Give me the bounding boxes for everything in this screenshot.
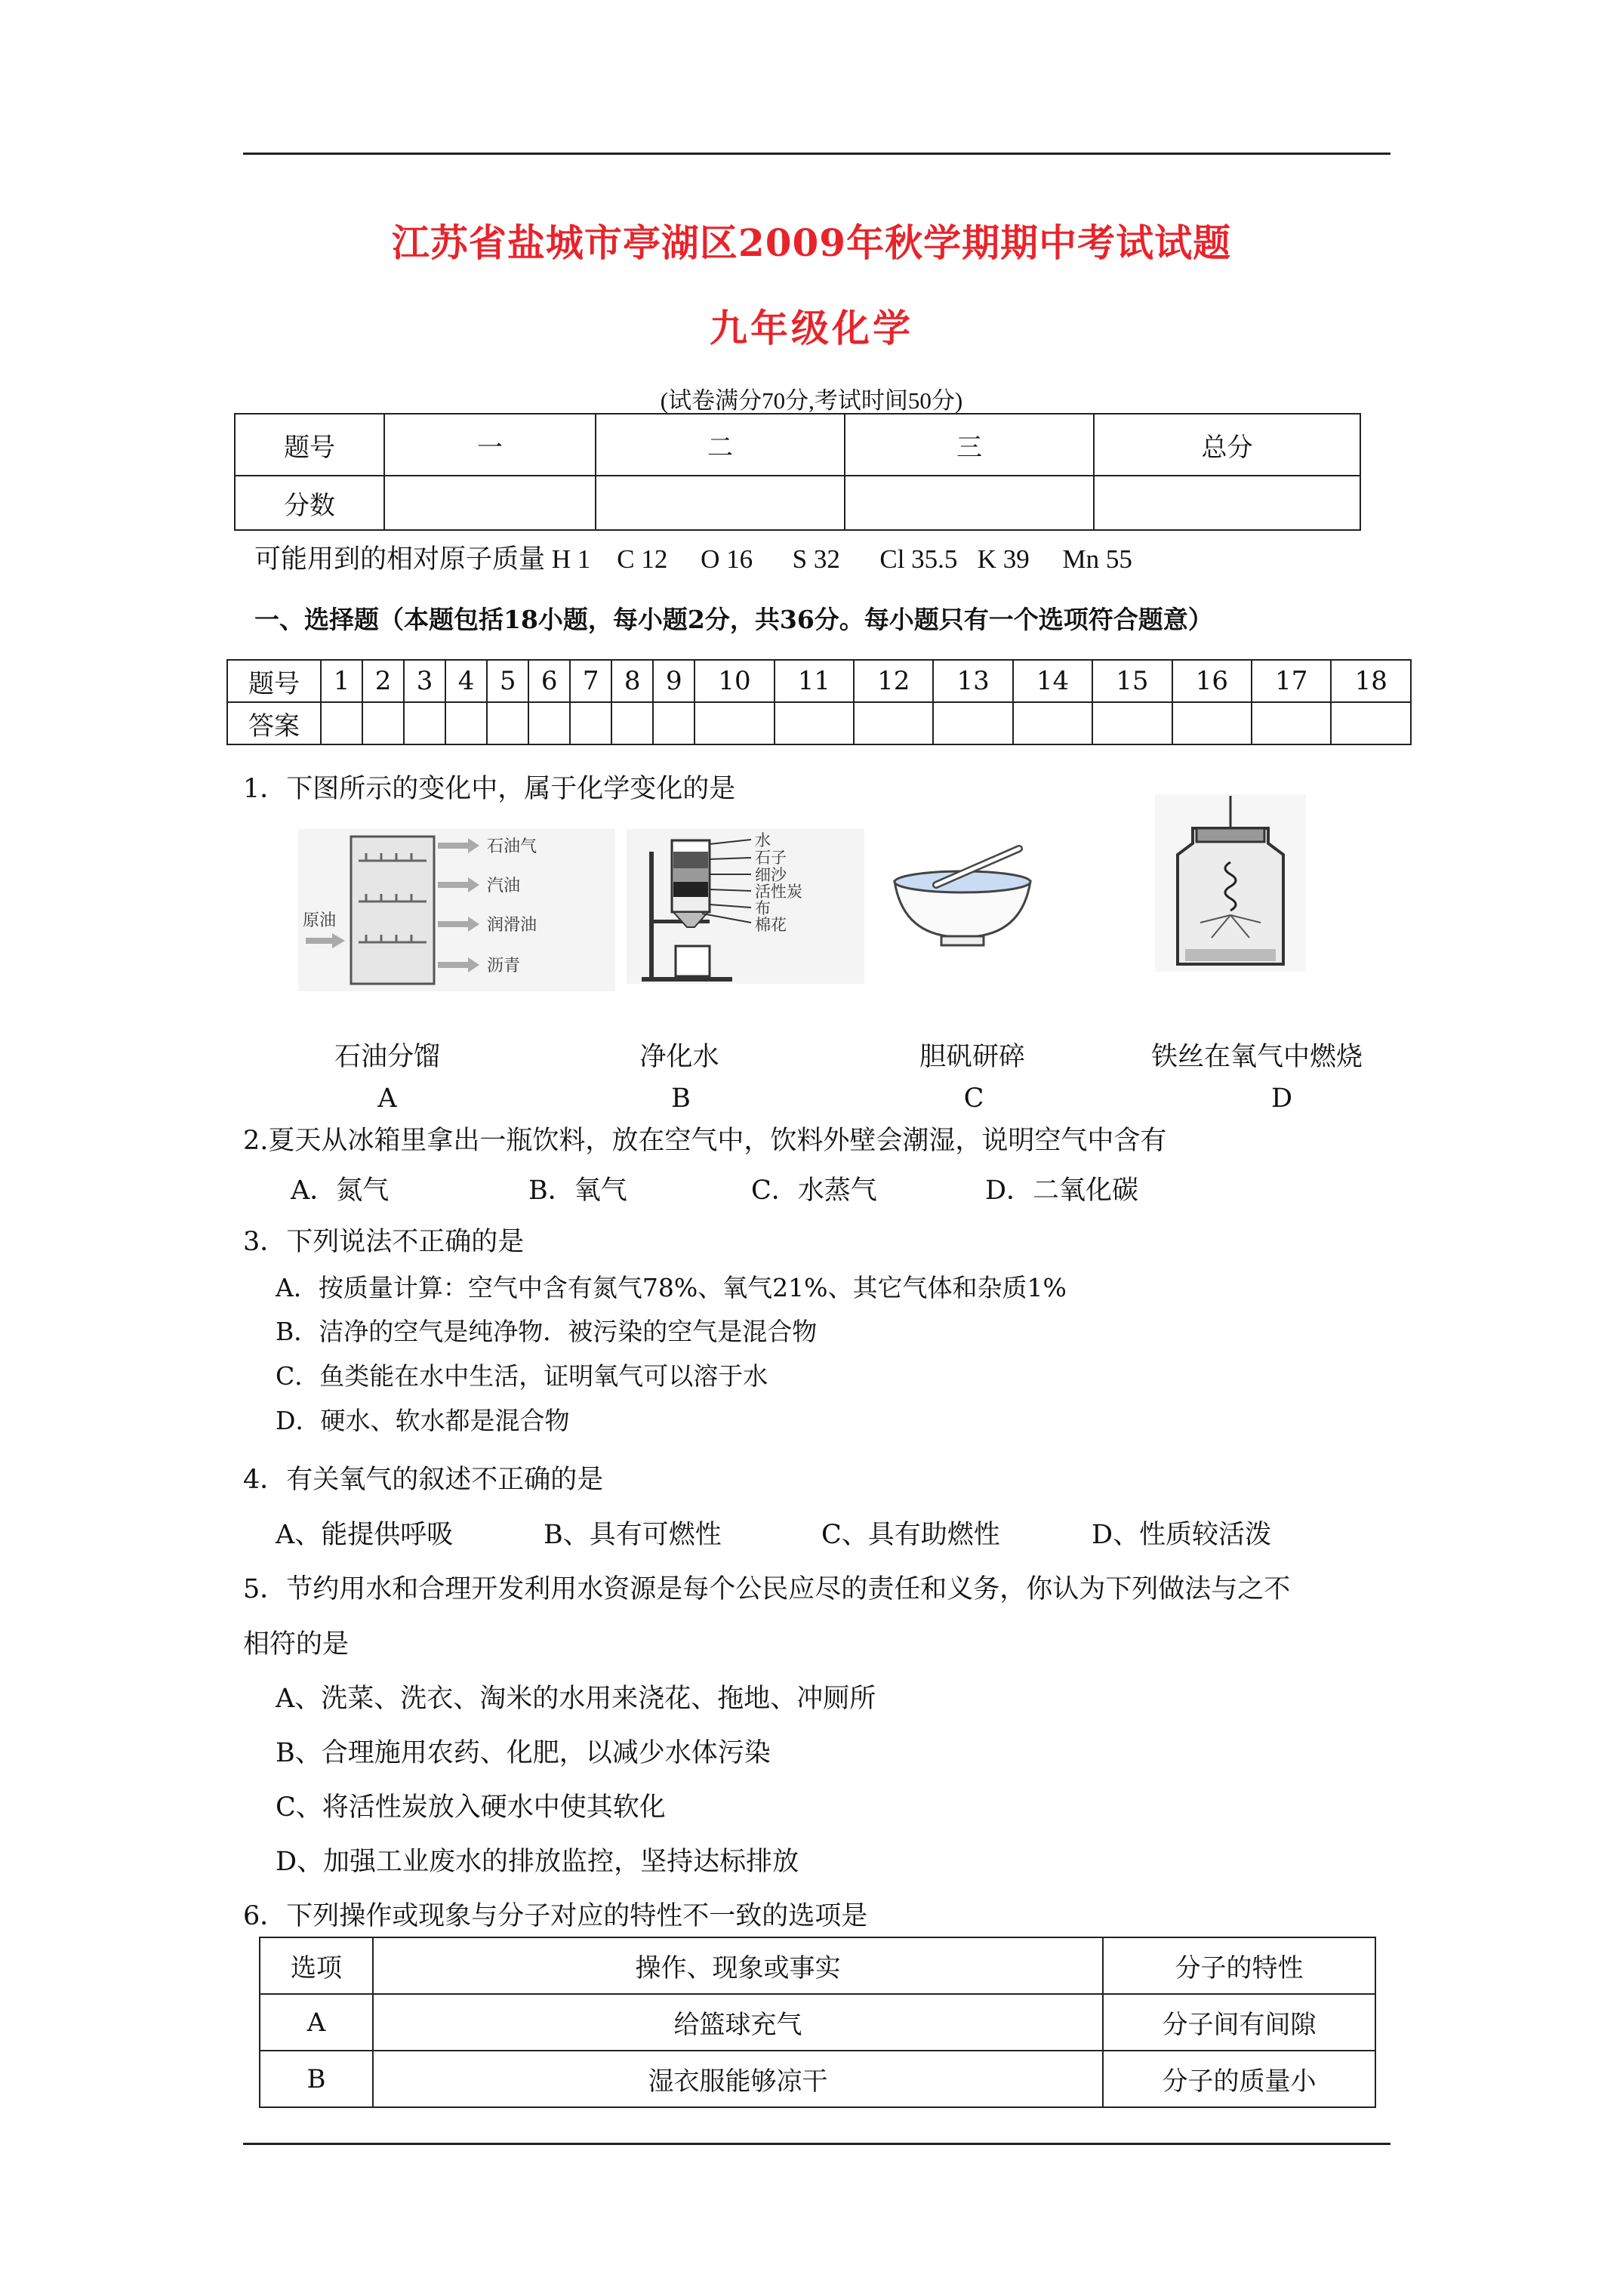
q6-header: 操作、现象或事实: [373, 1937, 1103, 1994]
q2-option-b: B．氧气: [528, 1176, 627, 1206]
answer-input-cell[interactable]: [775, 702, 854, 744]
answer-table-label: 题号: [227, 660, 321, 702]
score-header-cell: 二: [596, 414, 845, 476]
answer-number-cell: 12: [854, 660, 933, 702]
answer-input-cell[interactable]: [933, 702, 1012, 744]
q2-option-d: D．二氧化碳: [985, 1176, 1139, 1206]
answer-input-cell[interactable]: [570, 702, 611, 744]
answer-number-cell: 7: [570, 660, 611, 702]
answer-input-cell[interactable]: [487, 702, 528, 744]
footer-rule: [243, 2143, 1390, 2145]
q2-stem: 2.夏天从冰箱里拿出一瓶饮料，放在空气中，饮料外壁会潮湿，说明空气中含有: [243, 1126, 1167, 1156]
answer-input-cell[interactable]: [1013, 702, 1092, 744]
answer-number-cell: 18: [1331, 660, 1411, 702]
answer-input-cell[interactable]: [1252, 702, 1331, 744]
answer-input-cell[interactable]: [611, 702, 653, 744]
q5-stem-line2: 相符的是: [243, 1629, 350, 1660]
q3-stem: 3．下列说法不正确的是: [243, 1227, 525, 1257]
answer-input-cell[interactable]: [321, 702, 362, 744]
q6-cell: 湿衣服能够凉干: [373, 2051, 1103, 2107]
answer-number-cell: 16: [1172, 660, 1252, 702]
option-letter-b: B: [671, 1083, 691, 1114]
answer-input-cell[interactable]: [445, 702, 487, 744]
q2-option-c: C．水蒸气: [751, 1176, 877, 1206]
fig-b-label-carbon: 活性炭: [755, 883, 802, 901]
exam-subtitle: 九年级化学: [710, 306, 913, 350]
fig-a-label-crude: 原油: [303, 911, 337, 930]
answer-number-cell: 10: [694, 660, 774, 702]
q6-header: 选项: [260, 1937, 373, 1994]
score-header-cell: 总分: [1094, 414, 1360, 476]
answer-number-cell: 3: [404, 660, 445, 702]
answer-input-cell[interactable]: [404, 702, 445, 744]
answer-input-cell[interactable]: [1092, 702, 1172, 744]
q5-stem-line1: 5．节约用水和合理开发利用水资源是每个公民应尽的责任和义务，你认为下列做法与之不: [243, 1574, 1291, 1604]
score-input-cell[interactable]: [596, 476, 845, 530]
atomic-masses: 可能用到的相对原子质量 H 1 C 12 O 16 S 32 Cl 35.5 K 39 Mn 55: [254, 544, 1132, 574]
answer-number-cell: 9: [653, 660, 694, 702]
q4-option-b: B、具有可燃性: [544, 1520, 722, 1550]
answer-number-cell: 1: [321, 660, 362, 702]
fig-b-label-sand: 细沙: [755, 866, 787, 884]
petroleum-distillation-figure: [298, 829, 615, 991]
caption-a: 石油分馏: [334, 1042, 440, 1072]
q6-cell: B: [260, 2051, 373, 2107]
answer-number-cell: 14: [1013, 660, 1092, 702]
answer-input-cell[interactable]: [1331, 702, 1411, 744]
answer-input-cell[interactable]: [653, 702, 694, 744]
q6-cell: 给篮球充气: [373, 1994, 1103, 2051]
q3-option-b: B．洁净的空气是纯净物．被污染的空气是混合物: [276, 1317, 818, 1346]
score-input-cell[interactable]: [1094, 476, 1360, 530]
score-header-cell: 三: [845, 414, 1094, 476]
section-heading: 一、选择题（本题包括18小题，每小题2分，共36分。每小题只有一个选项符合题意）: [254, 605, 1213, 634]
answer-input-cell[interactable]: [1172, 702, 1252, 744]
answer-number-cell: 8: [611, 660, 653, 702]
exam-title: 江苏省盐城市亭湖区2009年秋学期期中考试试题: [391, 220, 1232, 265]
q6-cell: A: [260, 1994, 373, 2051]
q4-option-d: D、性质较活泼: [1092, 1520, 1272, 1550]
score-label-cell: 分数: [235, 476, 384, 530]
answer-number-cell: 5: [487, 660, 528, 702]
q5-option-b: B、合理施用农药、化肥，以减少水体污染: [276, 1738, 771, 1768]
answer-table-label: 答案: [227, 702, 321, 744]
fig-a-label-gasoline: 汽油: [487, 877, 521, 895]
fig-b-label-stones: 石子: [755, 849, 787, 867]
fig-a-label-gas: 石油气: [487, 837, 537, 856]
fig-a-label-asphalt: 沥青: [487, 957, 521, 975]
fig-b-label-cloth: 布: [755, 899, 771, 917]
score-table: [234, 413, 1361, 531]
q5-option-c: C、将活性炭放入硬水中使其软化: [276, 1792, 666, 1823]
fig-b-label-cotton: 棉花: [755, 916, 787, 934]
answer-number-cell: 11: [775, 660, 854, 702]
exam-note: (试卷满分70分,考试时间50分): [660, 387, 963, 414]
option-letter-a: A: [377, 1083, 397, 1114]
fig-a-label-lube: 润滑油: [487, 916, 537, 935]
caption-c: 胆矾研碎: [919, 1042, 1025, 1072]
score-header-cell: 一: [384, 414, 596, 476]
q4-option-c: C、具有助燃性: [821, 1520, 1000, 1550]
answer-number-cell: 17: [1252, 660, 1331, 702]
water-purifier-figure: [627, 829, 864, 984]
answer-number-cell: 15: [1092, 660, 1172, 702]
answer-input-cell[interactable]: [854, 702, 933, 744]
mortar-pestle-figure: [887, 840, 1038, 953]
answer-number-cell: 13: [933, 660, 1012, 702]
q6-header: 分子的特性: [1103, 1937, 1375, 1994]
answer-input-cell[interactable]: [528, 702, 570, 744]
answer-input-cell[interactable]: [694, 702, 774, 744]
answer-input-cell[interactable]: [362, 702, 404, 744]
option-letter-c: C: [963, 1083, 984, 1114]
q6-table: [259, 1937, 1376, 2108]
answer-table: [226, 659, 1412, 745]
q6-cell: 分子间有间隙: [1103, 1994, 1375, 2051]
iron-wire-combustion-figure: [1155, 794, 1306, 972]
answer-number-cell: 6: [528, 660, 570, 702]
q4-stem: 4．有关氧气的叙述不正确的是: [243, 1465, 604, 1495]
q6-stem: 6．下列操作或现象与分子对应的特性不一致的选项是: [243, 1901, 868, 1931]
q2-option-a: A．氮气: [291, 1176, 390, 1206]
q5-option-d: D、加强工业废水的排放监控，坚持达标排放: [276, 1847, 799, 1877]
q1-stem: 1．下图所示的变化中，属于化学变化的是: [243, 774, 736, 804]
q4-option-a: A、能提供呼吸: [276, 1520, 454, 1550]
q3-option-c: C．鱼类能在水中生活，证明氧气可以溶于水: [276, 1361, 768, 1391]
caption-d: 铁丝在氧气中燃烧: [1150, 1042, 1363, 1072]
q3-option-d: D．硬水、软水都是混合物: [276, 1406, 570, 1435]
q3-option-a: A．按质量计算：空气中含有氮气78%、氧气21%、其它气体和杂质1%: [276, 1273, 1067, 1302]
score-header-cell: 题号: [235, 414, 384, 476]
score-input-cell[interactable]: [845, 476, 1094, 530]
score-input-cell[interactable]: [384, 476, 596, 530]
q6-cell: 分子的质量小: [1103, 2051, 1375, 2107]
fig-b-label-water: 水: [755, 831, 771, 849]
option-letter-d: D: [1270, 1083, 1293, 1114]
header-rule: [243, 153, 1390, 155]
caption-b: 净化水: [639, 1042, 719, 1072]
q5-option-a: A、洗菜、洗衣、淘米的水用来浇花、拖地、冲厕所: [276, 1684, 876, 1714]
answer-number-cell: 4: [445, 660, 487, 702]
answer-number-cell: 2: [362, 660, 404, 702]
